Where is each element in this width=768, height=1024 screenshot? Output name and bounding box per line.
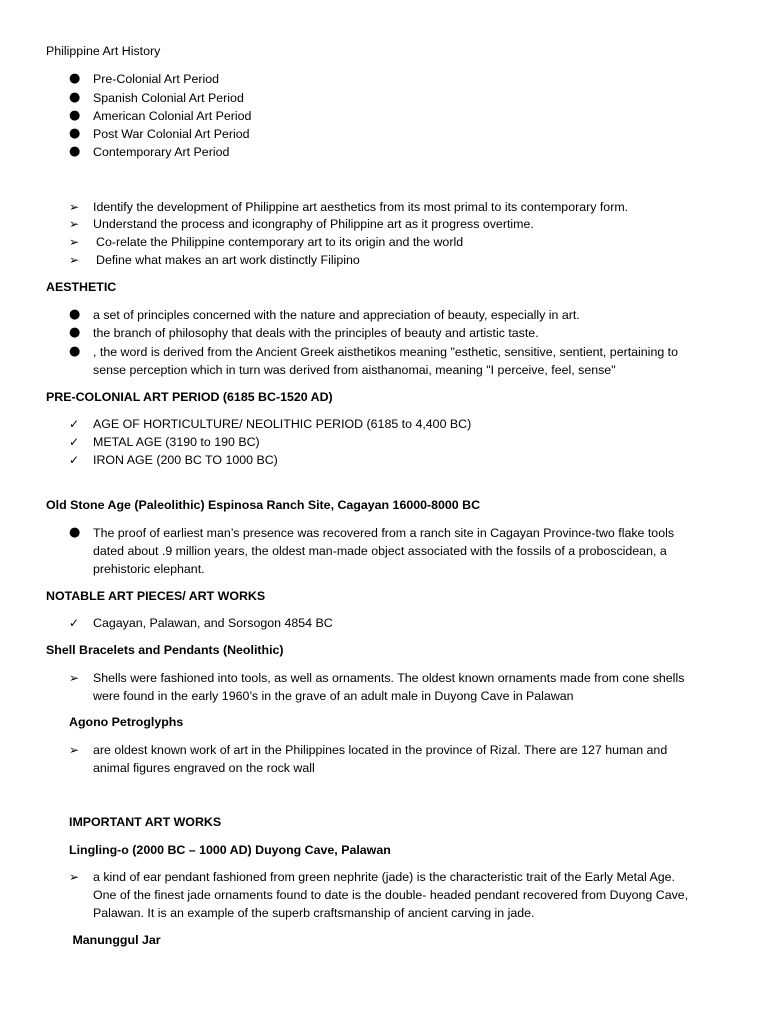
document-title: Philippine Art History [46,44,161,58]
period-item: Post War Colonial Art Period [93,127,250,141]
lingling-line: Palawan. It is an example of the superb craftsmanship of ancient carving in jade. [93,906,535,920]
precolonial-heading: PRE-COLONIAL ART PERIOD (6185 BC-1520 AD) [46,390,333,404]
agono-heading: Agono Petroglyphs [69,715,184,729]
notable-item: Cagayan, Palawan, and Sorsogon 4854 BC [93,616,333,630]
arrow-bullet-icon: ➢ [69,235,80,249]
lingling-heading: Lingling-o (2000 BC – 1000 AD) Duyong Cave, Palawan [69,843,391,857]
age-item: AGE OF HORTICULTURE/ NEOLITHIC PERIOD (6185 to 4,400 BC) [93,417,472,431]
aesthetic-item: a set of principles concerned with the nature and appreciation of beauty, especially in art. [93,308,580,322]
stone-age-line: The proof of earliest man’s presence was recovered from a ranch site in Cagayan Province-two flake tools [93,526,675,540]
age-item: METAL AGE (3190 to 190 BC) [93,435,260,449]
arrow-bullet-icon: ➢ [69,743,80,757]
period-item: Spanish Colonial Art Period [93,91,244,105]
aesthetic-item-continued: sense perception which in turn was derived from aisthanomai, meaning "I perceive, feel, sense" [93,363,616,377]
bullet-icon: ● [69,144,81,159]
checkmark-icon: ✓ [69,417,80,431]
aesthetic-item: , the word is derived from the Ancient Greek aisthetikos meaning "esthetic, sensitive, sentient, pertaining to [93,345,678,359]
checkmark-icon: ✓ [69,453,80,467]
bullet-icon: ● [69,90,81,105]
age-item: IRON AGE (200 BC TO 1000 BC) [93,453,278,467]
bullet-icon: ● [69,325,81,340]
aesthetic-item: the branch of philosophy that deals with the principles of beauty and artistic taste. [93,326,539,340]
stone-age-line: dated about .9 million years, the oldest man-made object associated with the fossils of a proboscidean, a [93,544,667,558]
objective-item: Identify the development of Philippine art aesthetics from its most primal to its contemporary form. [93,200,629,214]
checkmark-icon: ✓ [69,435,80,449]
lingling-line: a kind of ear pendant fashioned from green nephrite (jade) is the characteristic trait of the Early Metal Age. [93,870,675,884]
stone-age-line: prehistoric elephant. [93,562,205,576]
aesthetic-heading: AESTHETIC [46,280,117,294]
objective-item: Co-relate the Philippine contemporary art to its origin and the world [96,235,464,249]
bullet-icon: ● [69,344,81,359]
arrow-bullet-icon: ➢ [69,200,80,214]
bullet-icon: ● [69,307,81,322]
period-item: American Colonial Art Period [93,109,252,123]
bullet-icon: ● [69,525,81,540]
objective-item: Define what makes an art work distinctly Filipino [96,253,360,267]
stone-age-heading: Old Stone Age (Paleolithic) Espinosa Ranch Site, Cagayan 16000-8000 BC [46,498,481,512]
important-heading: IMPORTANT ART WORKS [69,815,222,829]
bullet-icon: ● [69,71,81,86]
shell-line: Shells were fashioned into tools, as well as ornaments. The oldest known ornaments made from cone shells [93,671,685,685]
arrow-bullet-icon: ➢ [69,671,80,685]
bullet-icon: ● [69,126,81,141]
arrow-bullet-icon: ➢ [69,253,80,267]
checkmark-icon: ✓ [69,616,80,630]
agono-line: animal figures engraved on the rock wall [93,761,315,775]
period-item: Contemporary Art Period [93,145,230,159]
arrow-bullet-icon: ➢ [69,217,80,231]
arrow-bullet-icon: ➢ [69,870,80,884]
period-item: Pre-Colonial Art Period [93,72,220,86]
bullet-icon: ● [69,108,81,123]
objective-item: Understand the process and icongraphy of Philippine art as it progress overtime. [93,217,534,231]
agono-line: are oldest known work of art in the Philippines located in the province of Rizal. There are 127 human and [93,743,668,757]
manunggul-heading: Manunggul Jar [69,933,161,947]
notable-heading: NOTABLE ART PIECES/ ART WORKS [46,589,266,603]
lingling-line: One of the finest jade ornaments found to date is the double- headed pendant recovered from Duyong Cave, [93,888,689,902]
shell-heading: Shell Bracelets and Pendants (Neolithic) [46,643,284,657]
shell-line: were found in the early 1960’s in the grave of an adult male in Duyong Cave in Palawan [93,689,574,703]
